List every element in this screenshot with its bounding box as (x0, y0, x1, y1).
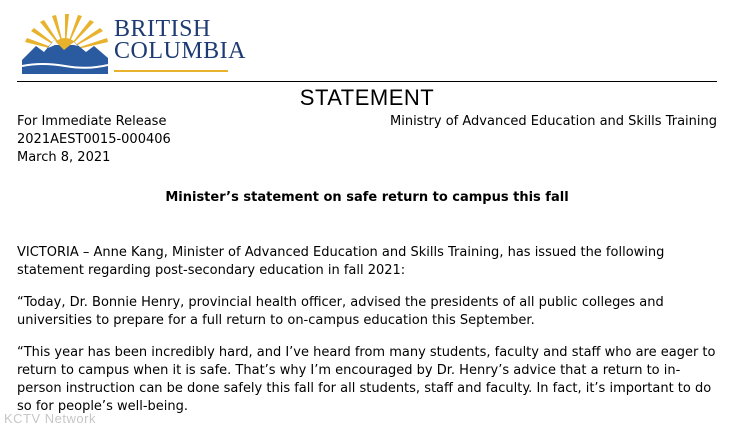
wordmark-line2: COLUMBIA (114, 38, 247, 64)
release-date: March 8, 2021 (17, 150, 111, 165)
ministry-name: Ministry of Advanced Education and Skills Training (390, 114, 717, 129)
header-rule (17, 81, 717, 82)
watermark: KCTV Network (4, 411, 96, 426)
release-meta (17, 113, 171, 167)
bc-sun-mountain-icon (22, 12, 108, 74)
paragraph: VICTORIA – Anne Kang, Minister of Advanced Education and Skills Training, has issued the following statement regarding post-secondary education in fall 2021: (17, 245, 665, 278)
statement-body (17, 244, 717, 430)
wordmark-underline (114, 70, 228, 72)
paragraph: “Today, Dr. Bonnie Henry, provincial health officer, advised the presidents of all public colleges and universities to prepare for a full return to on-campus education this September. (17, 295, 664, 328)
wordmark-line1: BRITISH (114, 16, 211, 42)
statement-title: Minister’s statement on safe return to campus this fall (165, 190, 569, 205)
bc-wordmark (114, 18, 246, 62)
release-label: For Immediate Release (17, 114, 167, 129)
paragraph: “This year has been incredibly hard, and I’ve heard from many students, faculty and staff who are eager to return to campus when it is safe. That’s why I’m encouraged by Dr. Henry’s advice that a return to in-person instruction can be done safely this fall for all students, staff and faculty. In fact, it’s important to do so for people’s well-being. (17, 345, 716, 414)
document-heading: STATEMENT (299, 85, 435, 110)
bc-logo (22, 12, 247, 74)
release-reference: 2021AEST0015-000406 (17, 132, 171, 147)
